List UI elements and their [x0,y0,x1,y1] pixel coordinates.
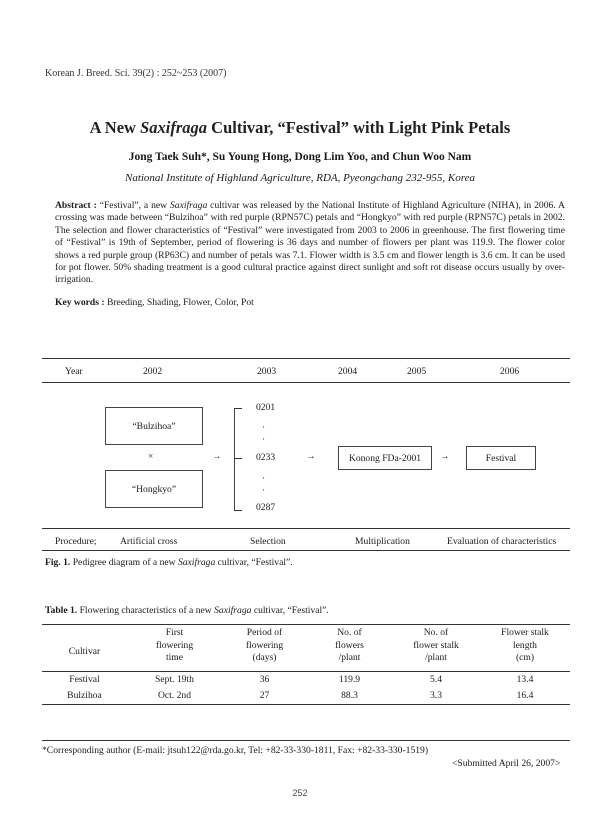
table-caption [45,605,329,616]
year-2002: 2002 [143,366,163,377]
submission-date: <Submitted April 26, 2007> [452,758,561,769]
abstract [55,200,565,287]
paper-title [0,118,600,138]
abstract-text-1: “Festival”, a new [96,200,170,211]
figure-bottom-rule [42,550,570,551]
arrow-to-selection: → [212,451,222,462]
abstract-label: Abstract : [55,200,97,211]
cell-stalk-length: 16.4 [516,689,534,701]
cross-symbol: × [148,451,154,462]
header-stalk-length: Flower stalk length (cm) [501,627,549,664]
year-2005: 2005 [407,366,427,377]
year-2003: 2003 [257,366,277,377]
table-caption-label: Table 1. [45,605,78,616]
footnote-rule [42,740,570,741]
selection-0201: 0201 [256,402,276,413]
bracket-tick-bottom [234,510,242,511]
cell-cultivar: Festival [69,673,100,685]
table-caption-genus: Saxifraga [214,605,252,616]
procedure-label: Procedure; [55,536,97,547]
procedure-selection: Selection [250,536,286,547]
procedure-artificial-cross: Artificial cross [120,536,178,547]
table-header-row [42,625,570,672]
keywords-label: Key words : [55,297,105,308]
year-label: Year [65,366,83,377]
flowering-table [42,624,570,705]
header-period: Period of flowering (days) [245,627,284,664]
keywords-text: Breeding, Shading, Flower, Color, Pot [104,297,254,308]
journal-reference: Korean J. Breed. Sci. 39(2) : 252~253 (2007) [45,68,227,79]
cell-first-flowering: Sept. 19th [155,673,194,685]
figure-header-rule [42,382,570,383]
bracket-tick-top [234,408,242,409]
title-genus: Saxifraga [140,118,208,137]
procedure-evaluation: Evaluation of characteristics [447,536,557,547]
cell-flowers: 119.9 [338,673,361,685]
selection-bracket [234,408,235,510]
ellipsis-dot: · [262,473,266,484]
authors: Jong Taek Suh*, Su Young Hong, Dong Lim Yoo, and Chun Woo Nam [128,151,472,163]
cultivar-box-festival: Festival [466,446,536,470]
bracket-tick-mid [234,458,242,459]
figure-caption-label: Fig. 1. [45,557,71,568]
figure-procedure-rule [42,528,570,529]
title-pre: A New [89,118,141,137]
ellipsis-dot: · [262,434,266,445]
year-2004: 2004 [338,366,358,377]
corresponding-author-footnote: *Corresponding author (E-mail: jtsuh122@rda.go.kr, Tel: +82-33-330-1811, Fax: +82-33-330-1519) [42,745,429,756]
figure-caption-text-end: cultivar, “Festival”. [215,557,293,568]
parent-box-bulzihoa: “Bulzihoa” [105,407,203,445]
cell-period: 27 [259,689,270,701]
page-number: 252 [292,788,308,798]
line-box-konong: Konong FDa-2001 [338,446,432,470]
table-row [42,671,570,688]
header-first-flowering: First flowering time [155,627,194,664]
ellipsis-dot: · [262,422,266,433]
keywords [55,297,254,308]
abstract-genus: Saxifraga [169,200,208,211]
figure-caption [45,557,293,568]
cell-cultivar: Bulzihoa [67,689,102,701]
header-flowers: No. of flowers /plant [335,627,364,664]
cell-first-flowering: Oct. 2nd [157,689,192,701]
procedure-multiplication: Multiplication [355,536,410,547]
cell-flower-stalk: 3.3 [430,689,442,701]
abstract-text-2: cultivar was released by the National Institute of Highland Agriculture (NIHA), in 2006. A crossing was made between “Bulzihoa” with red purple (RPN57C) petals and “Hongkyo” with red purple (RPN57C) petals in 2002. The selection and flower characteristics of “Festival” were investigated from 2003 to 2006 in greenhouse. The first flowering time of “Festival” is 19th of September, period of flowering is 36 days and number of flowers per plant was 119.9. The flower color shows a red purple group (RP63C) and number of petals was 7.1. Flower width is 3.5 cm and flower length is 3.6 cm. It can be used for pot flower. 50% shading treatment is a good cultural practice against direct sunlight and soft rot disease occurs usually by over-irrigation. [55,200,565,286]
cell-flower-stalk: 5.4 [430,673,442,685]
figure-caption-genus: Saxifraga [177,557,216,568]
header-cultivar: Cultivar [68,645,101,657]
ellipsis-dot: · [262,485,266,496]
affiliation: National Institute of Highland Agriculture, RDA, Pyeongchang 232-955, Korea [124,172,476,184]
cell-period: 36 [259,673,270,685]
table-caption-text: Flowering characteristics of a new [77,605,215,616]
arrow-to-line: → [306,451,316,462]
header-flower-stalk: No. of flower stalk /plant [413,627,459,664]
selection-0233: 0233 [256,452,276,463]
figure-caption-text: Pedigree diagram of a new [70,557,178,568]
cell-stalk-length: 13.4 [516,673,534,685]
table-caption-text-end: cultivar, “Festival”. [251,605,329,616]
table-row [42,688,570,705]
cell-flowers: 88.3 [341,689,358,701]
selection-0287: 0287 [256,502,276,513]
figure-top-rule [42,358,570,359]
year-2006: 2006 [500,366,520,377]
arrow-to-cultivar: → [440,451,450,462]
title-post: Cultivar, “Festival” with Light Pink Petals [207,118,511,137]
parent-box-hongkyo: “Hongkyo” [105,470,203,508]
